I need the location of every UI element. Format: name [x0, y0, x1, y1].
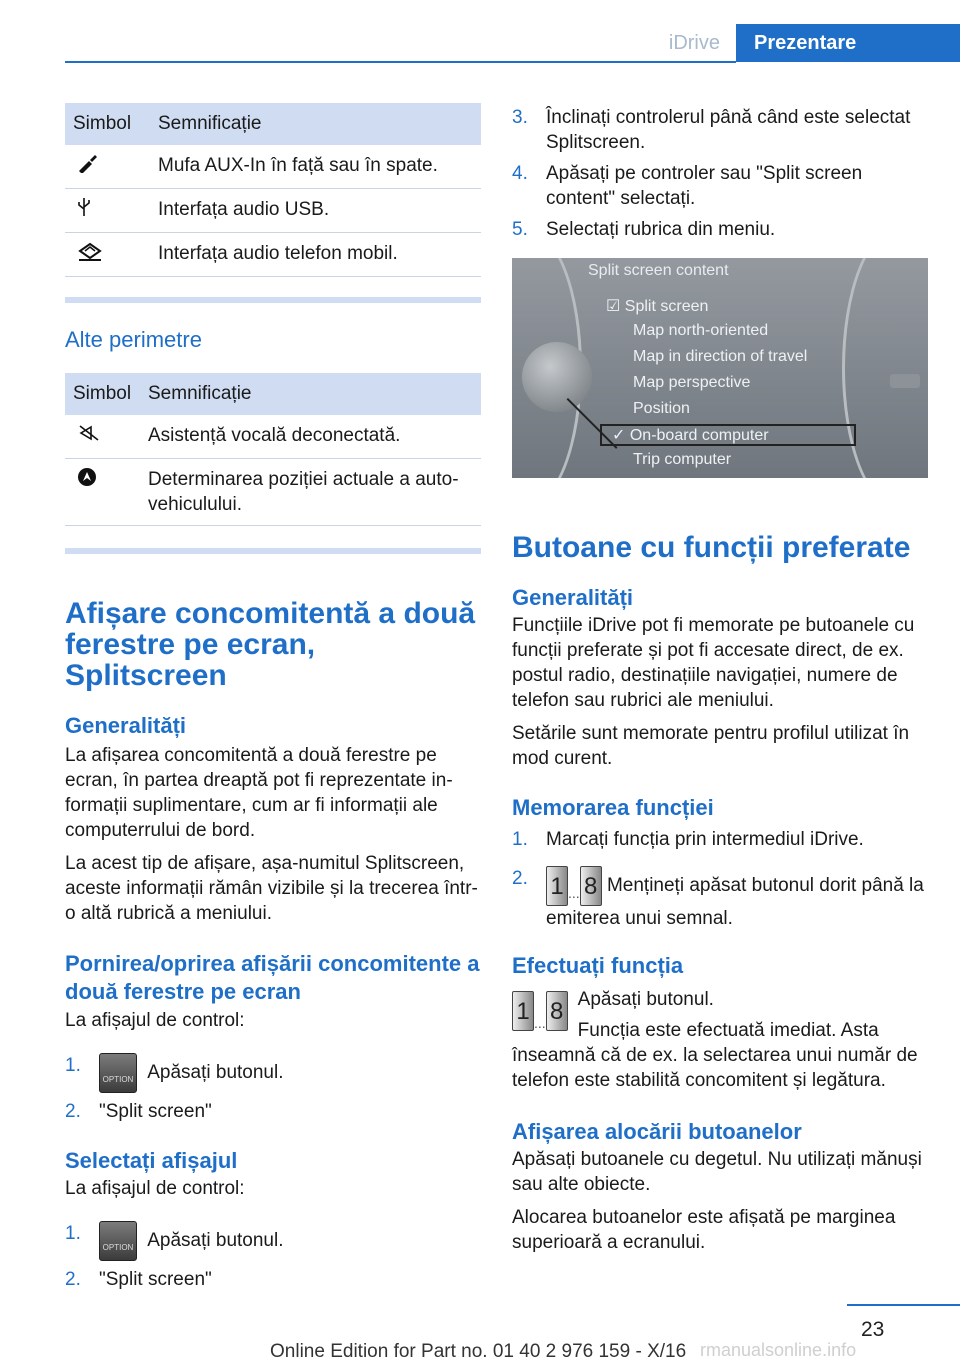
- col-header-meaning: Semnificație: [150, 103, 481, 145]
- menu-item: Trip computer: [633, 451, 732, 468]
- favorites-heading: Butoane cu funcții preferate: [512, 531, 911, 564]
- page-number: 23: [861, 1318, 885, 1341]
- symbol-table-1: [65, 103, 481, 277]
- table-row: [65, 233, 481, 277]
- position-icon: [65, 459, 140, 526]
- aux-plug-icon: [65, 145, 150, 189]
- table-row: [65, 415, 481, 459]
- paragraph: Funcția este efectuată imediat. Asta înseamnă că de ex. la selectarea unui număr de telefon este stabilită concomitent și legătura.: [512, 1020, 918, 1091]
- chapter-tab: Prezentare: [736, 24, 960, 62]
- key-8-icon: 8: [580, 866, 602, 906]
- table-end-bar: [65, 297, 481, 303]
- favorites-section: [512, 532, 928, 1255]
- paragraph: Apăsați butonul.: [577, 989, 714, 1010]
- paragraph: La acest tip de afișare, așa-numitul Splitscreen, aceste informații rămân vizibile și la trecerea într-o altă rubrică a meniului.: [65, 853, 478, 924]
- option-button-icon: OPTION: [99, 1053, 137, 1093]
- footer-rule: [847, 1304, 960, 1306]
- allocation-subheading: Afișarea alocării butoanelor: [512, 1119, 802, 1144]
- paragraph: Alocarea butoanelor este afișată pe marginea superioară a ecranului.: [512, 1207, 896, 1253]
- menu-item: ☑ Split screen: [606, 298, 709, 315]
- paragraph: La afișajul de control:: [65, 1178, 245, 1199]
- right-column: [512, 103, 928, 242]
- phone-audio-icon: [65, 233, 150, 277]
- menu-item-selected: ✓ On-board computer: [612, 427, 769, 444]
- paragraph: La afișarea concomitentă a două ferestre pe ecran, în partea dreaptă pot fi reprezentate informații suplimentare, cum ar fi informații ale computerrului de bord.: [65, 745, 453, 841]
- paragraph: Apăsați butoanele cu degetul. Nu utilizați mănuși sau alte obiecte.: [512, 1149, 922, 1195]
- list-item: 1. OPTION Apăsați butonul.: [65, 1053, 481, 1093]
- paragraph: Funcțiile iDrive pot fi memorate pe butoanele cu funcții preferate și pot fi accesate direct, de ex. postul radio, destinațiile navigației, numere de telefon sau rubrici ale meniului.: [512, 615, 915, 711]
- general-subheading: Generalități: [65, 713, 187, 738]
- list-item: 1. OPTION Apăsați butonul.: [65, 1221, 481, 1261]
- list-item: 3. Înclinați controlerul până când este selectat Splitscreen.: [512, 107, 911, 153]
- memorize-subheading: Memorarea funcției: [512, 795, 714, 820]
- execute-subheading: Efectuați funcția: [512, 953, 684, 978]
- list-item: 2. "Split screen": [65, 1101, 212, 1122]
- table-row: [65, 459, 481, 526]
- table-cell: Interfața audio USB.: [150, 189, 481, 233]
- voice-off-icon: [65, 415, 140, 459]
- table-header-row: [65, 103, 481, 145]
- col-header-meaning: Semnificație: [140, 373, 481, 415]
- controller-knob: [522, 342, 592, 412]
- list-item: 2. "Split screen": [65, 1269, 212, 1290]
- memorize-steps: [512, 827, 928, 931]
- split-steps: [512, 105, 928, 242]
- toggle-steps: [65, 1053, 481, 1124]
- online-edition: Online Edition for Part no. 01 40 2 976 159 - X/16: [270, 1341, 687, 1362]
- left-column: [65, 103, 481, 1292]
- header-rule: [65, 61, 736, 63]
- menu-item: Position: [633, 400, 690, 417]
- menu-item: Map perspective: [633, 374, 751, 391]
- other-title: Alte perimetre: [65, 327, 202, 352]
- table-cell: Determinarea poziției actuale a autovehiculului.: [140, 459, 481, 526]
- list-item: 4. Apăsați pe controler sau "Split screen content" selectați.: [512, 163, 863, 209]
- screen-title: Split screen content: [588, 262, 729, 279]
- key-range-icon: 1 ... 8: [512, 991, 568, 1031]
- usb-icon: [65, 189, 150, 233]
- list-item: 5. Selectați rubrica din meniu.: [512, 219, 776, 240]
- key-1-icon: 1: [546, 866, 568, 906]
- paragraph: Setările sunt memorate pentru profilul utilizat în mod curent.: [512, 723, 910, 769]
- list-item: 1. Marcați funcția prin intermediul iDrive.: [512, 829, 864, 850]
- watermark: rmanualsonline.info: [700, 1340, 857, 1360]
- page-header: [0, 24, 960, 62]
- table-cell: Interfața audio telefon mobil.: [150, 233, 481, 277]
- paragraph: La afișajul de control:: [65, 1010, 245, 1031]
- option-button-icon: OPTION: [99, 1221, 137, 1261]
- select-steps: [65, 1221, 481, 1292]
- table-header-row: [65, 373, 481, 415]
- select-subheading: Selectați afișajul: [65, 1148, 238, 1173]
- table-row: [65, 189, 481, 233]
- table-cell: Mufa AUX-In în față sau în spate.: [150, 145, 481, 189]
- idrive-screen-image: [512, 258, 928, 478]
- menu-item: Map in direction of travel: [633, 348, 808, 365]
- symbol-table-2: [65, 373, 481, 526]
- table-row: [65, 145, 481, 189]
- table-end-bar: [65, 548, 481, 554]
- menu-item: Map north-oriented: [633, 322, 769, 339]
- table-cell: Asistență vocală deconectată.: [140, 415, 481, 459]
- col-header-symbol: Simbol: [65, 103, 150, 145]
- col-header-symbol: Simbol: [65, 373, 140, 415]
- toggle-subheading: Pornirea/oprirea afișării concomitente a două ferestre pe ecran: [65, 951, 480, 1004]
- section-label: iDrive: [668, 32, 720, 54]
- general-subheading: Generalități: [512, 585, 634, 610]
- splitscreen-heading: Afișare concomitentă a două ferestre pe ecran, Splitscreen: [65, 597, 476, 692]
- list-item: 2. 1 ... 8 Mențineți apăsat butonul dorit până la emiterea unui semnal.: [512, 868, 924, 929]
